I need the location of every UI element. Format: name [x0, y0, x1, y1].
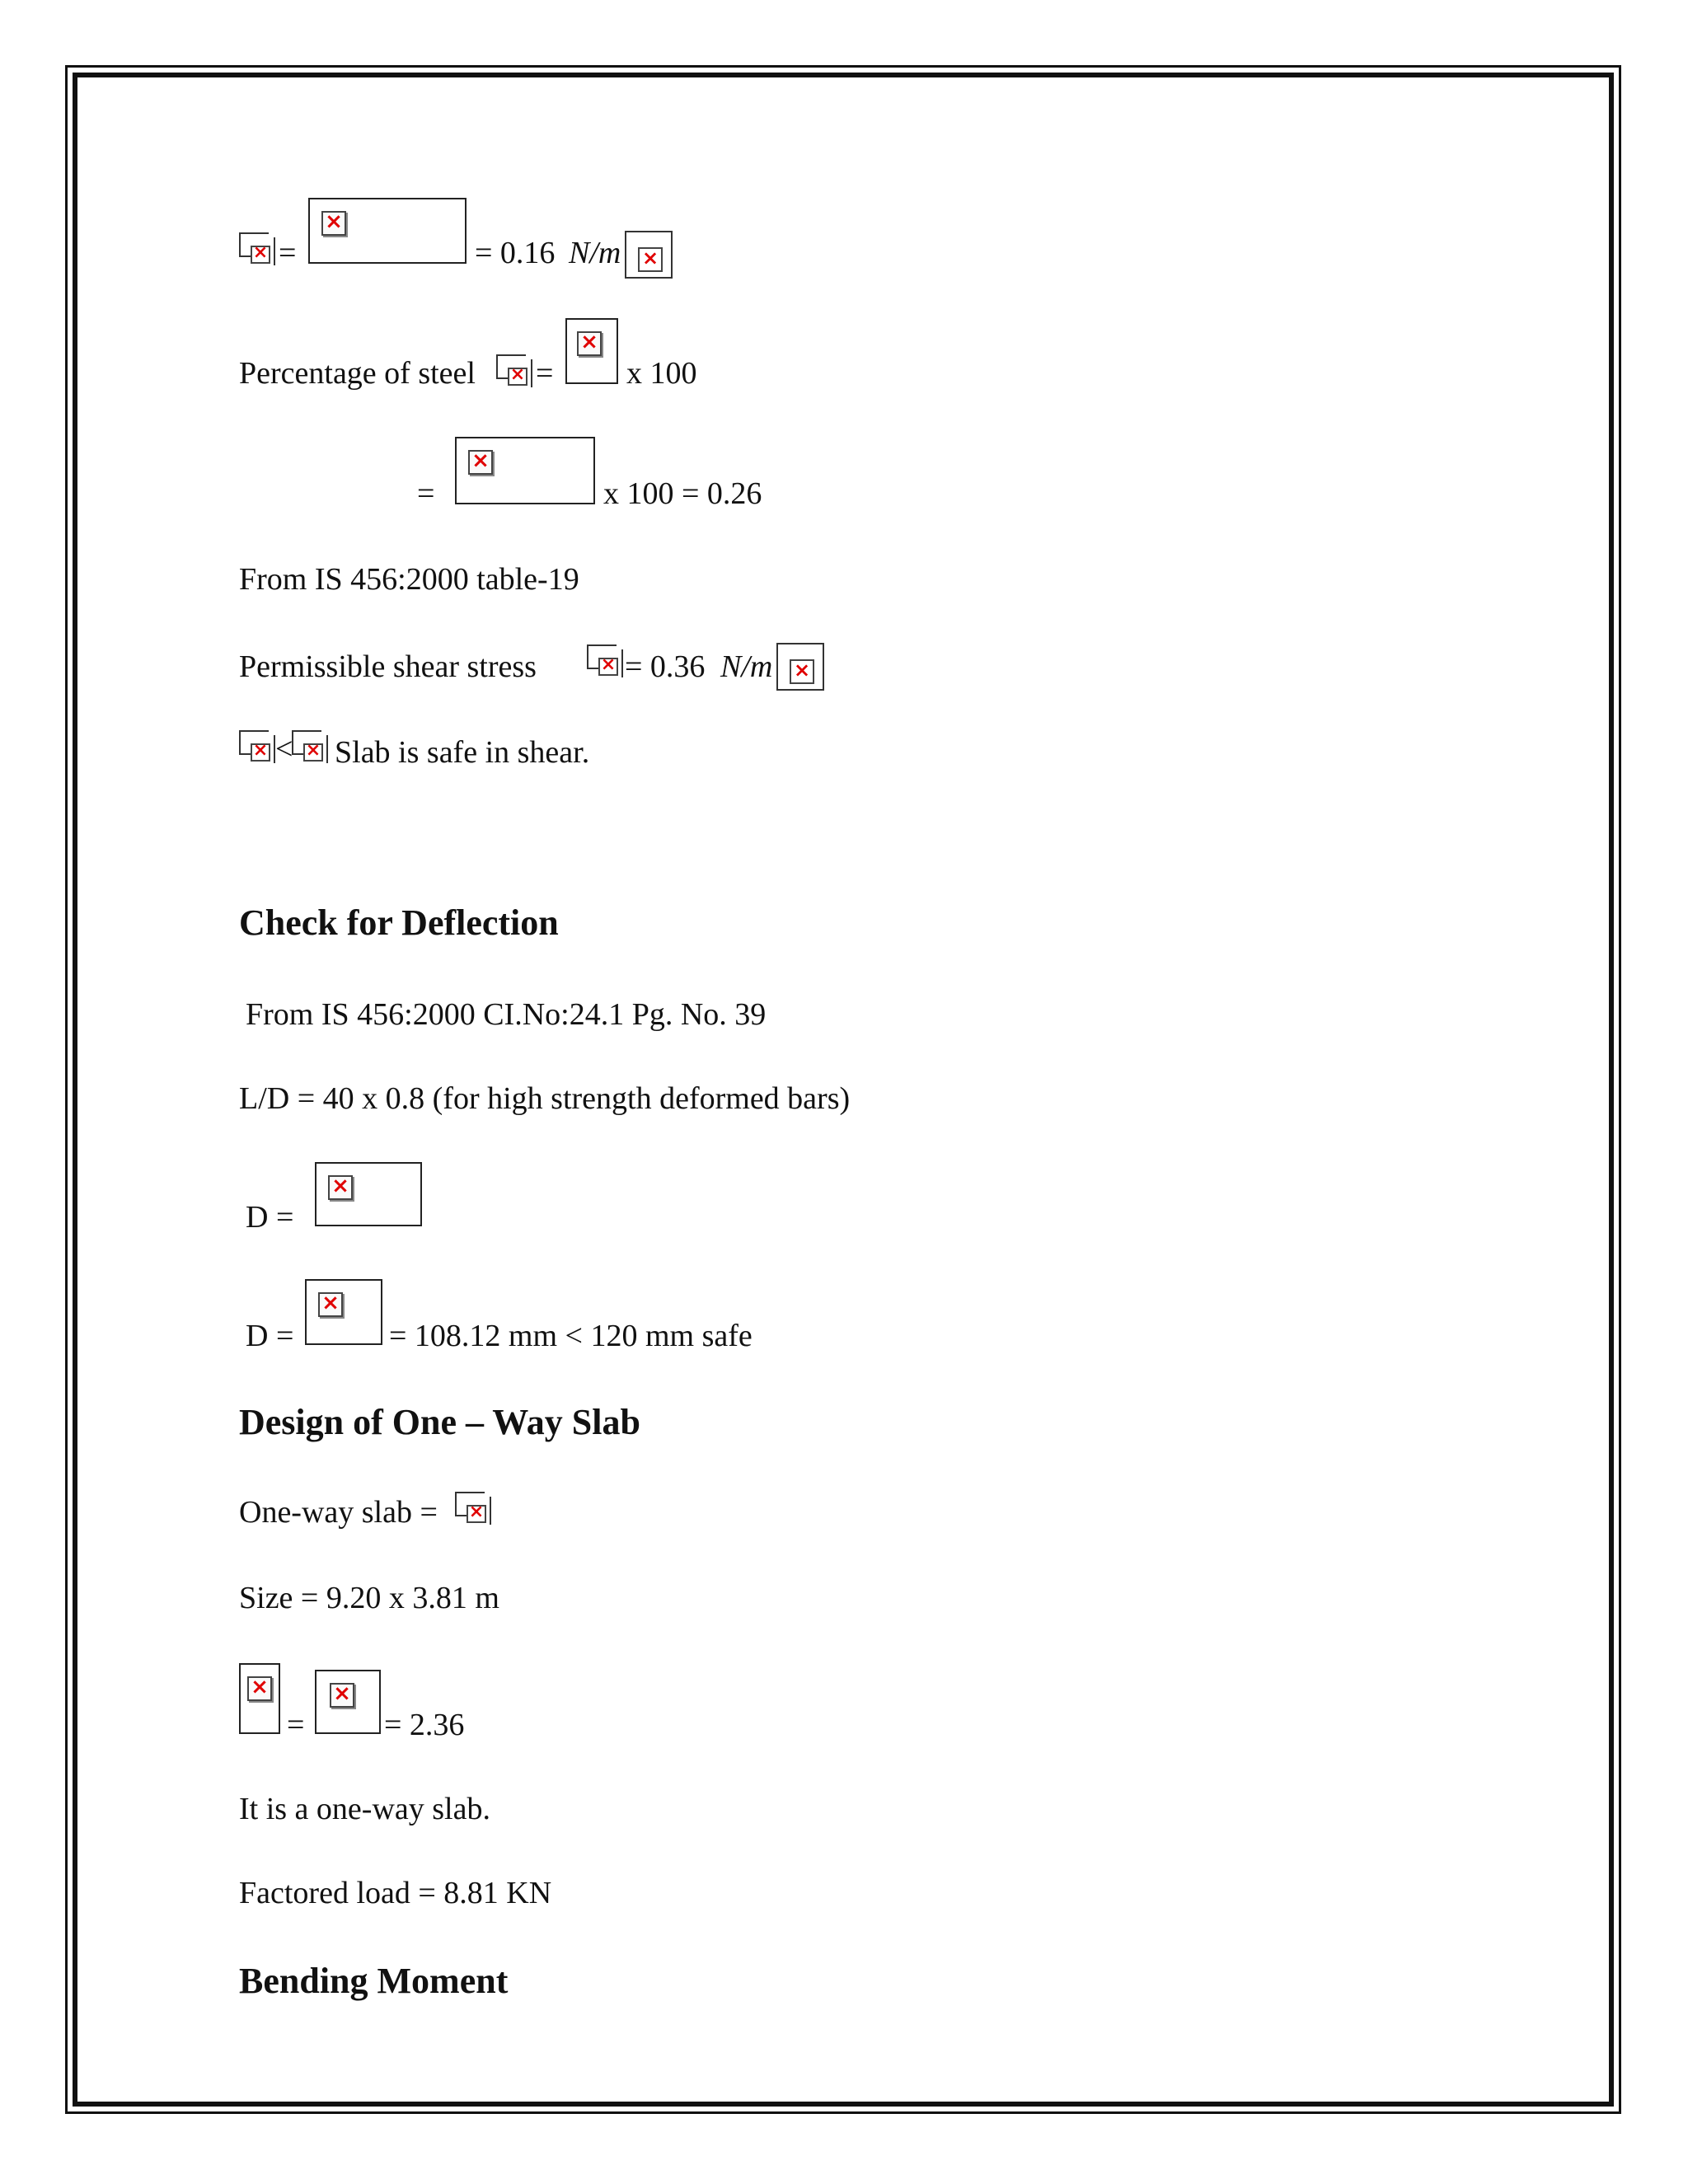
equals-sign: = [287, 1708, 305, 1742]
ratio-result: = 2.36 [384, 1708, 465, 1742]
broken-image-icon [577, 331, 602, 356]
safe-in-shear: Slab is safe in shear. [335, 735, 590, 770]
deflection-reference: From IS 456:2000 CI.No:24.1 Pg. No. 39 [246, 997, 767, 1032]
equals-sign: = [279, 236, 297, 270]
formula-image-placeholder [305, 1279, 382, 1345]
equals-sign: = [536, 356, 554, 391]
shear-stress-value: = 0.16 [475, 236, 556, 270]
symbol-placeholder-icon [239, 730, 275, 763]
unit-superscript-placeholder-icon [625, 231, 673, 279]
broken-image-icon [468, 450, 493, 475]
formula-image-placeholder [239, 1663, 280, 1734]
permissible-shear-value: = 0.36 [625, 649, 706, 684]
equals-sign: = [417, 476, 435, 511]
symbol-placeholder-icon [587, 644, 623, 677]
broken-image-icon [328, 1175, 353, 1200]
shear-stress-unit: N/m [569, 236, 621, 270]
symbol-placeholder-icon [239, 232, 275, 265]
d-result: = 108.12 mm < 120 mm safe [389, 1319, 753, 1353]
symbol-placeholder-icon [496, 354, 532, 387]
formula-image-placeholder [455, 437, 595, 504]
one-way-conclusion: It is a one-way slab. [239, 1792, 490, 1826]
table-reference: From IS 456:2000 table-19 [239, 562, 579, 597]
heading-one-way-slab: Design of One – Way Slab [239, 1402, 640, 1442]
ld-ratio: L/D = 40 x 0.8 (for high strength deformed bars) [239, 1081, 851, 1116]
broken-image-icon [330, 1683, 354, 1708]
symbol-placeholder-icon [292, 730, 328, 763]
formula-image-placeholder [315, 1670, 381, 1734]
d-equation-label: D = [246, 1319, 294, 1353]
permissible-shear-unit: N/m [720, 649, 773, 684]
broken-image-icon [318, 1292, 343, 1317]
unit-superscript-placeholder-icon [776, 643, 824, 691]
formula-image-placeholder [308, 198, 467, 264]
one-way-slab-label: One-way slab = [239, 1495, 438, 1530]
percentage-result: x 100 = 0.26 [603, 476, 762, 511]
less-than-sign: < [275, 732, 293, 766]
formula-image-placeholder [315, 1162, 422, 1226]
heading-check-deflection: Check for Deflection [239, 902, 559, 943]
times-hundred: x 100 [626, 356, 697, 391]
percentage-steel-label: Percentage of steel [239, 356, 476, 391]
slab-size: Size = 9.20 x 3.81 m [239, 1581, 499, 1615]
factored-load: Factored load = 8.81 KN [239, 1876, 552, 1910]
formula-image-placeholder [565, 318, 618, 384]
symbol-placeholder-icon [455, 1492, 491, 1525]
broken-image-icon [321, 211, 346, 236]
permissible-shear-label: Permissible shear stress [239, 649, 537, 684]
heading-bending-moment: Bending Moment [239, 1961, 509, 2001]
d-equation-label: D = [246, 1200, 294, 1235]
broken-image-icon [247, 1676, 272, 1701]
